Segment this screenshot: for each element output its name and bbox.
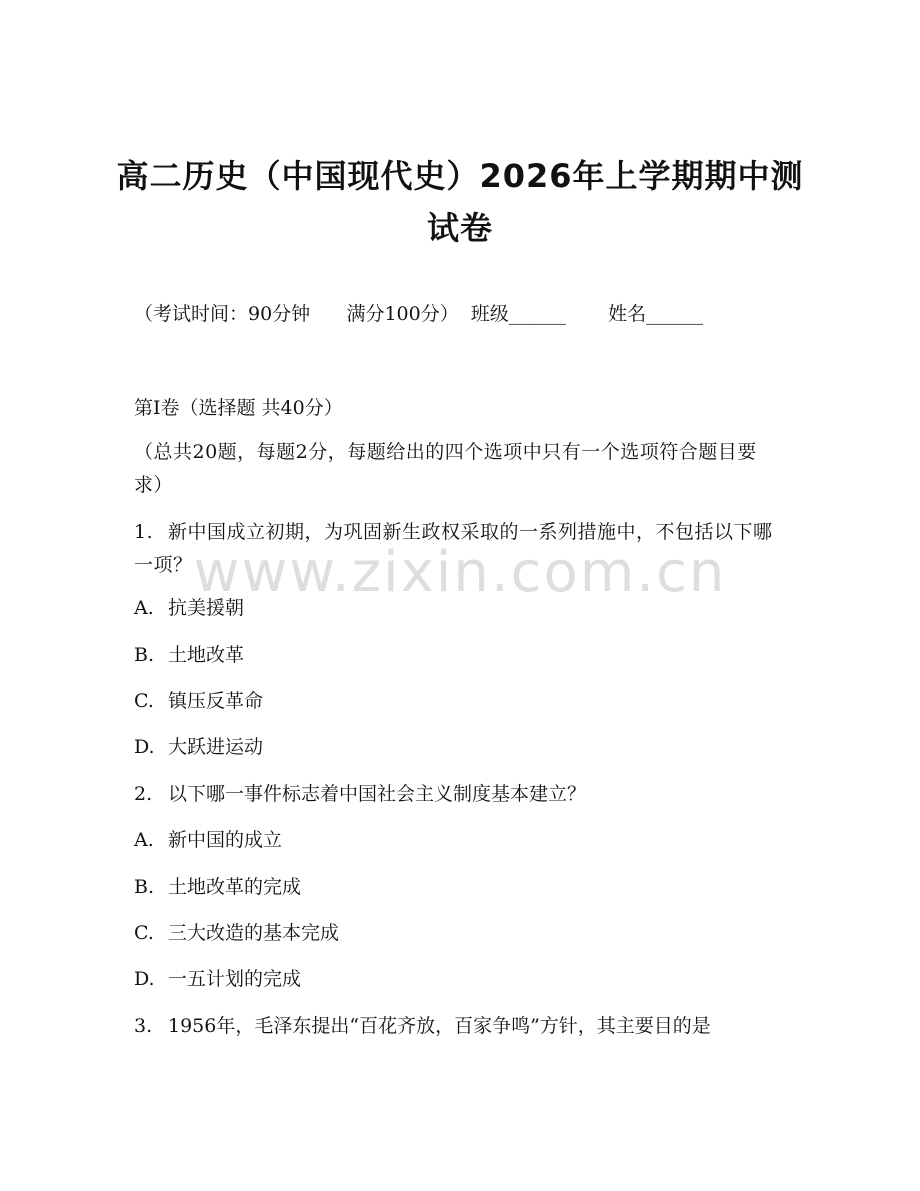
question-2-option-a (134, 826, 282, 854)
option-text: 抗美援朝 (168, 597, 245, 619)
question-2-option-d (134, 965, 301, 993)
class-field-label: 班级______ (470, 303, 566, 325)
option-text: 新中国的成立 (168, 829, 283, 851)
option-letter: D. (134, 968, 155, 990)
question-text: 新中国成立初期，为巩固新生政权采取的一系列措施中，不包括以下哪一项？ (134, 521, 773, 576)
question-1-option-d (134, 733, 263, 761)
option-letter: B. (134, 644, 155, 666)
question-number: 2. (134, 783, 153, 805)
exam-time-info: （考试时间：90分钟 (134, 303, 311, 325)
question-1-option-b (134, 641, 244, 669)
option-letter: C. (134, 922, 154, 944)
option-text: 大跃进运动 (168, 736, 264, 758)
option-text: 土地改革的完成 (168, 876, 302, 898)
question-1-option-c (134, 687, 263, 715)
option-text: 镇压反革命 (168, 690, 264, 712)
section-heading: 第Ⅰ卷（选择题 共40分） (134, 397, 343, 419)
question-2-option-b (134, 873, 301, 901)
question-number: 3. (134, 1015, 153, 1037)
section-instructions: （总共20题，每题2分，每题给出的四个选项中只有一个选项符合题目要求） (134, 441, 757, 496)
option-letter: A. (134, 597, 154, 619)
option-letter: D. (134, 736, 155, 758)
option-text: 三大改造的基本完成 (168, 922, 340, 944)
question-1-option-a (134, 594, 244, 622)
question-2 (134, 780, 586, 808)
exam-meta-line (134, 300, 703, 328)
option-text: 土地改革 (168, 644, 245, 666)
exam-score-info: 满分100分） (346, 303, 459, 325)
option-letter: A. (134, 829, 154, 851)
page-title: 高二历史（中国现代史）2026年上学期期中测试卷 (116, 157, 804, 247)
option-text: 一五计划的完成 (168, 968, 302, 990)
question-3 (134, 1012, 711, 1040)
question-1 (134, 516, 786, 582)
question-number: 1. (134, 521, 154, 543)
option-letter: B. (134, 876, 155, 898)
watermark: www.zixin.com.cn (193, 540, 727, 605)
option-letter: C. (134, 690, 154, 712)
question-text: 1956年，毛泽东提出“百花齐放，百家争鸣”方针，其主要目的是 (168, 1015, 711, 1037)
question-text: 以下哪一事件标志着中国社会主义制度基本建立？ (168, 783, 587, 805)
name-field-label: 姓名______ (608, 303, 704, 325)
question-2-option-c (134, 919, 339, 947)
